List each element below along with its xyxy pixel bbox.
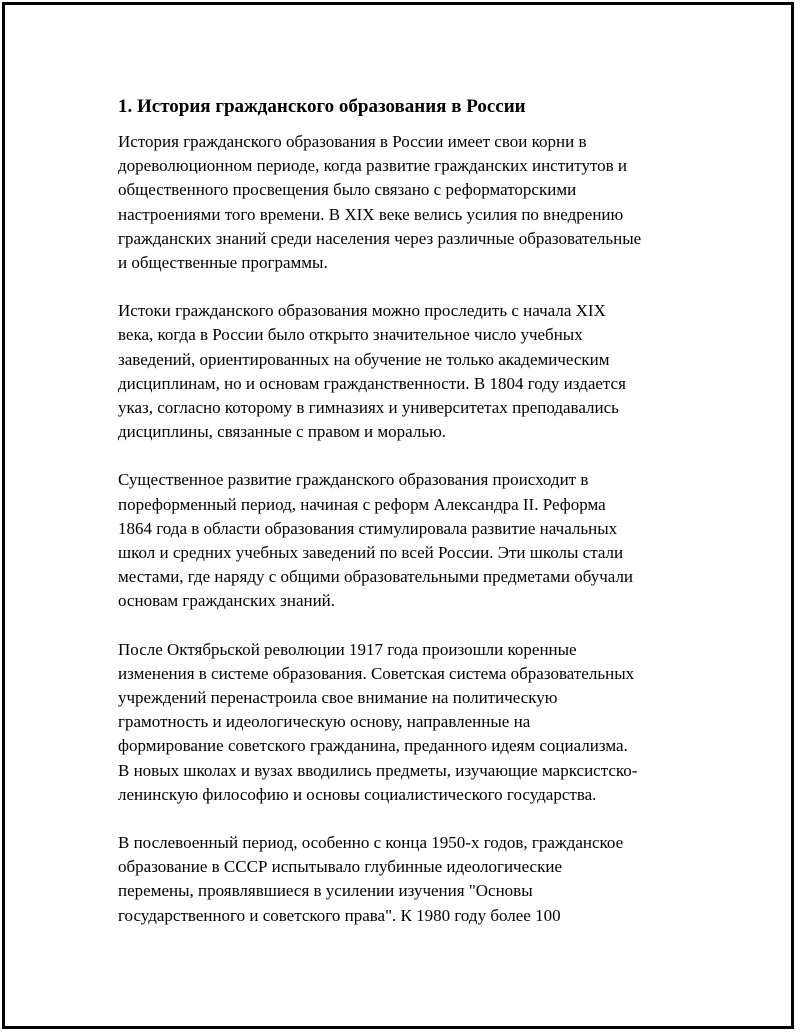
paragraph-1 [118,130,708,275]
paragraph-line: школ и средних учебных заведений по всей России. Эти школы стали [118,543,624,563]
paragraph-2 [118,299,708,444]
paragraph-line: и общественные программы. [118,253,328,273]
paragraph-line: учреждений перенастроила свое внимание на политическую [118,688,558,708]
paragraph-line: ленинскую философию и основы социалистического государства. [118,784,597,804]
paragraph-line: государственного и советского права". К 1980 году более 100 [118,905,561,925]
paragraph-line: пореформенный период, начиная с реформ Александра II. Реформа [118,494,606,514]
paragraph-line: дореволюционном периоде, когда развитие гражданских институтов и [118,156,628,176]
paragraph-5 [118,831,708,928]
paragraph-4 [118,638,708,807]
paragraph-line: Истоки гражданского образования можно проследить с начала XIX [118,301,606,321]
paragraph-line: гражданских знаний среди населения через различные образовательные [118,228,642,248]
paragraph-line: формирование советского гражданина, преданного идеям социализма. [118,736,628,756]
paragraph-line: перемены, проявлявшиеся в усилении изучения "Основы [118,881,533,901]
paragraph-line: После Октябрьской революции 1917 года произошли коренные [118,639,577,659]
paragraph-line: дисциплинам, но и основам гражданственности. В 1804 году издается [118,373,626,393]
paragraph-line: дисциплины, связанные с правом и моралью. [118,422,447,442]
paragraph-line: образование в СССР испытывало глубинные идеологические [118,857,563,877]
paragraph-line: настроениями того времени. В XIX веке велись усилия по внедрению [118,204,624,224]
section-heading: 1. История гражданского образования в России [118,96,526,117]
paragraph-line: 1864 года в области образования стимулировала развитие начальных [118,518,618,538]
paragraph-line: общественного просвещения было связано с реформаторскими [118,180,577,200]
paragraph-line: изменения в системе образования. Советская система образовательных [118,663,635,683]
document-body [118,92,708,952]
paragraph-line: грамотность и идеологическую основу, направленные на [118,712,531,732]
paragraph-line: заведений, ориентированных на обучение не только академическим [118,349,610,369]
paragraph-line: В послевоенный период, особенно с конца 1950-х годов, гражданское [118,833,624,853]
paragraph-line: В новых школах и вузах вводились предметы, изучающие марксистско- [118,760,638,780]
paragraph-line: местами, где наряду с общими образовательными предметами обучали [118,567,634,587]
paragraph-line: История гражданского образования в России имеет свои корни в [118,132,587,151]
paragraph-line: века, когда в России было открыто значительное число учебных [118,325,583,345]
paragraph-line: Существенное развитие гражданского образования происходит в [118,470,589,490]
paragraph-line: указ, согласно которому в гимназиях и университетах преподавались [118,398,619,418]
paragraph-3 [118,468,708,613]
paragraph-line: основам гражданских знаний. [118,591,336,611]
